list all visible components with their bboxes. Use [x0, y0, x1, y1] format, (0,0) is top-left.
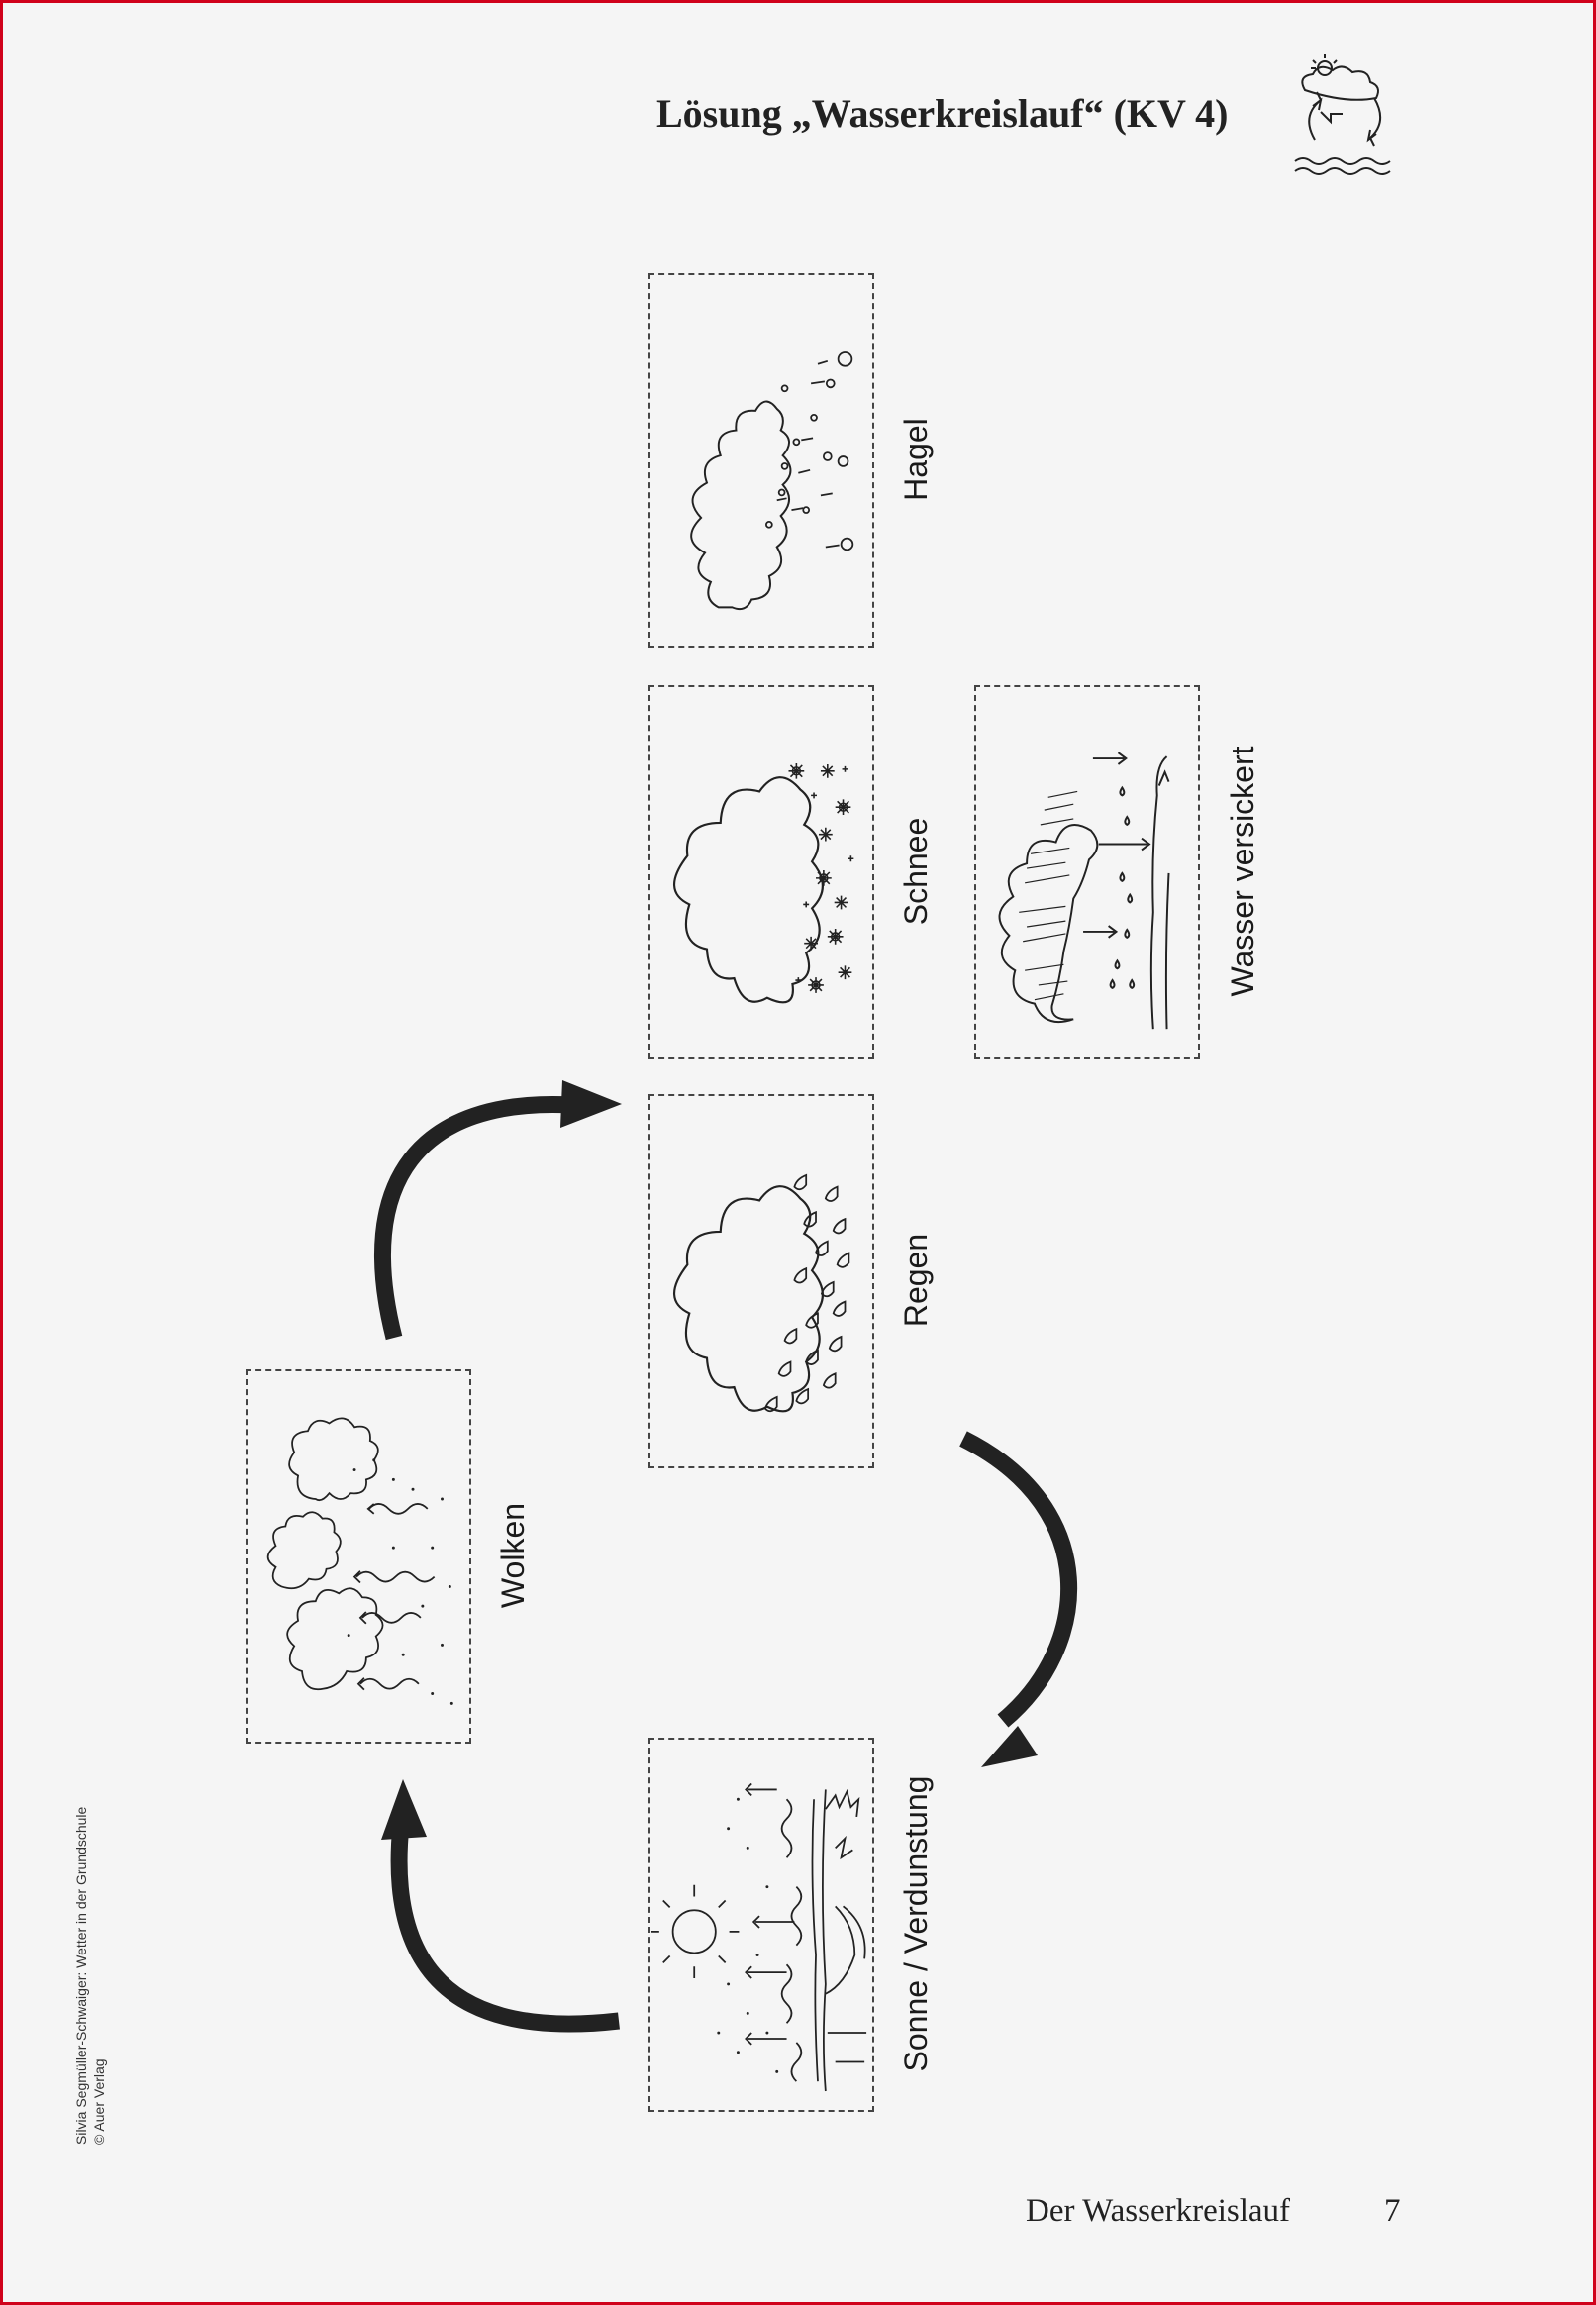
water-cycle-logo-icon [1285, 50, 1404, 179]
cycle-arrow-icon [381, 1779, 427, 1840]
clouds-rising-icon [248, 1371, 469, 1742]
arrow-wolken-to-regen [382, 1104, 572, 1338]
label-sonne-verdunstung: Sonne / Verdunstung [898, 1775, 934, 2072]
seeping-water-icon [976, 687, 1198, 1057]
rain-cloud-icon [650, 1096, 872, 1466]
copyright-credit [72, 1699, 108, 2145]
page-number: 7 [1384, 2193, 1401, 2229]
card-sonne-verdunstung [648, 1738, 874, 2112]
snow-cloud-icon [650, 687, 872, 1057]
card-wolken [246, 1369, 471, 1744]
hail-cloud-icon [650, 275, 872, 646]
footer-section-title: Der Wasserkreislauf [1026, 2193, 1291, 2229]
card-regen [648, 1094, 874, 1468]
sun-evaporation-icon [650, 1740, 872, 2110]
label-wasser-versickert: Wasser versickert [1225, 746, 1260, 997]
card-wasser-versickert [974, 685, 1200, 1059]
page-title: Lösung „Wasserkreislauf“ (KV 4) [656, 91, 1229, 136]
cycle-arrow-icon [981, 1726, 1038, 1767]
card-schnee [648, 685, 874, 1059]
card-hagel [648, 273, 874, 648]
credit-author: Silvia Segmüller-Schwaiger: Wetter in der Grundschule [73, 1806, 89, 2145]
arrow-regen-to-sonne [963, 1439, 1069, 1721]
cycle-arrow-icon [560, 1080, 622, 1128]
label-wolken: Wolken [495, 1502, 531, 1609]
credit-publisher: © Auer Verlag [91, 2058, 107, 2145]
label-hagel: Hagel [898, 418, 934, 501]
label-regen: Regen [898, 1233, 934, 1328]
arrow-sonne-to-wolken [399, 1825, 619, 2024]
label-schnee: Schnee [898, 817, 934, 926]
